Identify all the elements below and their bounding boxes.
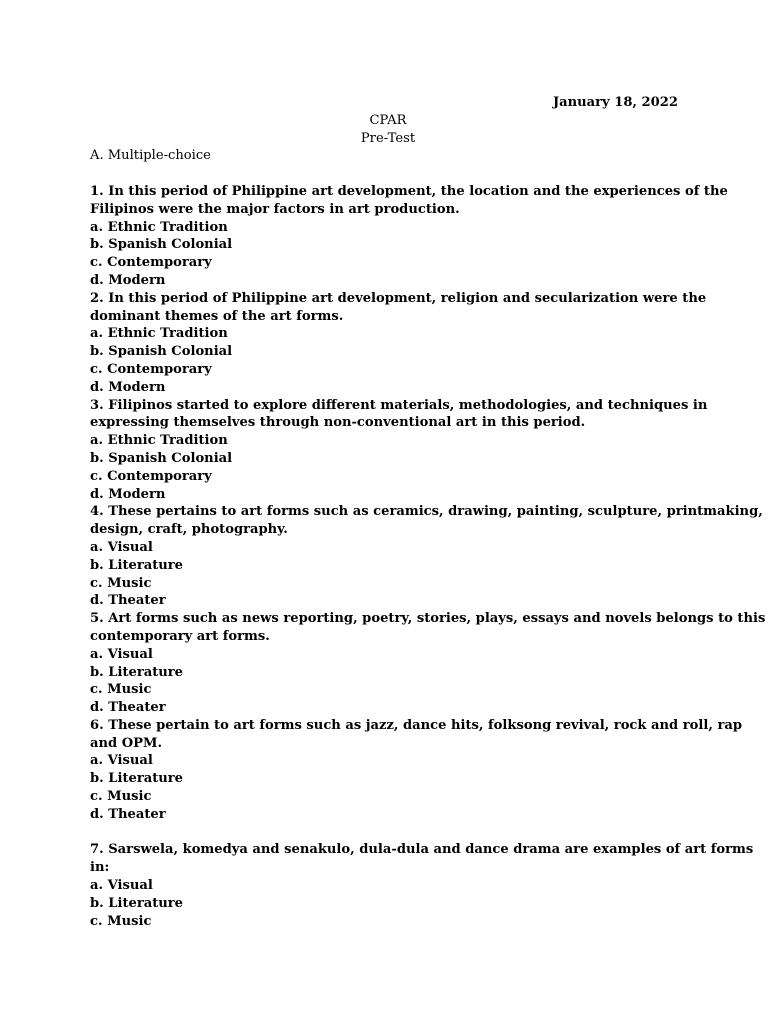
question-5: [90, 610, 766, 717]
question-4: [90, 503, 763, 610]
question-text-line: 1. In this period of Philippine art development, the location and the experiences of the: [90, 183, 728, 199]
question-text-line: design, craft, photography.: [90, 522, 288, 538]
subject-title: CPAR: [369, 112, 407, 128]
question-1: [90, 183, 728, 290]
question-3: [90, 397, 708, 504]
document-content: [90, 94, 766, 930]
answer-choice: a. Ethnic Tradition: [90, 219, 228, 235]
answer-choice: c. Contemporary: [90, 468, 212, 484]
answer-choice: a. Visual: [90, 646, 153, 662]
answer-choice: b. Literature: [90, 557, 184, 573]
question-text-line: expressing themselves through non-conventional art in this period.: [90, 415, 586, 431]
answer-choice: c. Contemporary: [90, 255, 212, 271]
section-title: A. Multiple-choice: [90, 148, 211, 164]
answer-choice: d. Theater: [90, 593, 166, 609]
question-text-line: in:: [90, 860, 110, 876]
answer-choice: b. Spanish Colonial: [90, 237, 233, 253]
question-7: [90, 841, 754, 930]
answer-choice: b. Literature: [90, 771, 184, 787]
question-text-line: dominant themes of the art forms.: [90, 308, 344, 324]
question-text-line: 6. These pertain to art forms such as jazz, dance hits, folksong revival, rock and roll, rap: [90, 717, 742, 733]
answer-choice: d. Theater: [90, 806, 166, 822]
answer-choice: d. Theater: [90, 700, 166, 716]
spacer: [90, 824, 686, 842]
answer-choice: a. Ethnic Tradition: [90, 433, 228, 449]
answer-choice: b. Literature: [90, 895, 184, 911]
answer-choice: c. Music: [90, 682, 152, 698]
question-text-line: 3. Filipinos started to explore different materials, methodologies, and techniques in: [90, 397, 708, 413]
answer-choice: d. Modern: [90, 379, 166, 395]
question-text-line: 5. Art forms such as news reporting, poetry, stories, plays, essays and novels belongs to this: [90, 611, 766, 627]
answer-choice: b. Spanish Colonial: [90, 344, 233, 360]
question-text-line: 2. In this period of Philippine art development, religion and secularization were the: [90, 290, 707, 306]
answer-choice: a. Ethnic Tradition: [90, 326, 228, 342]
question-6: [90, 717, 742, 824]
answer-choice: a. Visual: [90, 539, 153, 555]
answer-choice: d. Modern: [90, 272, 166, 288]
question-text-line: Filipinos were the major factors in art production.: [90, 201, 460, 217]
answer-choice: c. Music: [90, 789, 152, 805]
answer-choice: d. Modern: [90, 486, 166, 502]
document-date: January 18, 2022: [552, 95, 678, 110]
answer-choice: c. Contemporary: [90, 361, 212, 377]
answer-choice: b. Spanish Colonial: [90, 450, 233, 466]
answer-choice: c. Music: [90, 575, 152, 591]
answer-choice: c. Music: [90, 913, 152, 929]
question-text-line: 7. Sarswela, komedya and senakulo, dula-dula and dance drama are examples of art forms: [90, 842, 754, 858]
spacer: [90, 165, 686, 183]
question-text-line: 4. These pertains to art forms such as ceramics, drawing, painting, sculpture, printmaking,: [90, 504, 763, 520]
question-text-line: contemporary art forms.: [90, 628, 270, 644]
answer-choice: a. Visual: [90, 753, 153, 769]
answer-choice: a. Visual: [90, 878, 153, 894]
question-text-line: and OPM.: [90, 735, 163, 751]
question-2: [90, 290, 707, 397]
answer-choice: b. Literature: [90, 664, 184, 680]
test-title: Pre-Test: [360, 130, 416, 146]
